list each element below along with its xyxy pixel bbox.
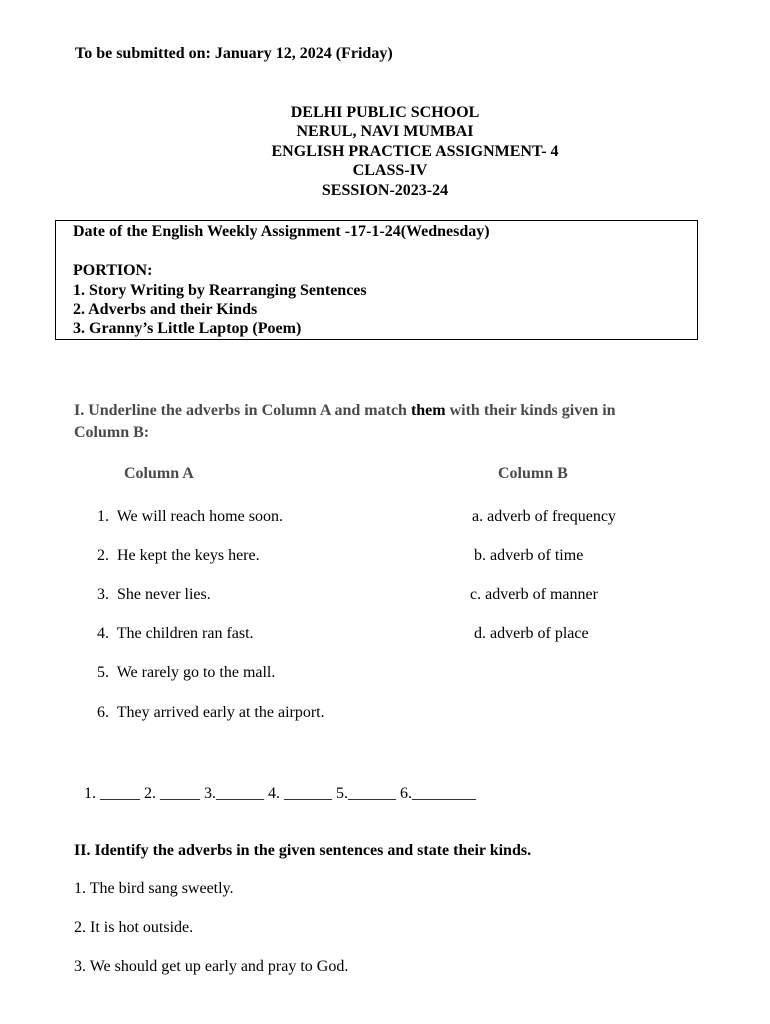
list-item: 3. She never lies. [97, 586, 211, 603]
column-a-header: Column A [124, 465, 194, 482]
list-item: 5. We rarely go to the mall. [97, 664, 276, 681]
answer-line: 1. _____ 2. _____ 3.______ 4. ______ 5.______ 6.________ [84, 785, 476, 802]
assignment-date: Date of the English Weekly Assignment -17-1-24(Wednesday) [73, 223, 490, 240]
portion-item: 2. Adverbs and their Kinds [73, 301, 258, 318]
list-item: d. adverb of place [474, 625, 589, 642]
section1-title-part1: I. Underline the adverbs in Column A and match [74, 402, 411, 419]
section1-title-them: them [410, 402, 446, 419]
list-item: 1. The bird sang sweetly. [74, 880, 234, 897]
list-item: 1. We will reach home soon. [97, 508, 283, 525]
column-b-header: Column B [498, 465, 568, 482]
list-item: 3. We should get up early and pray to God. [74, 958, 349, 975]
list-item: 2. He kept the keys here. [97, 547, 260, 564]
class-label: CLASS-IV [352, 162, 428, 179]
assignment-title: ENGLISH PRACTICE ASSIGNMENT- 4 [271, 143, 559, 160]
portion-item: 1. Story Writing by Rearranging Sentences [73, 282, 367, 299]
submission-date: To be submitted on: January 12, 2024 (Friday) [75, 45, 393, 62]
session-label: SESSION-2023-24 [321, 182, 449, 199]
portion-label: PORTION: [73, 262, 153, 279]
school-name: DELHI PUBLIC SCHOOL [290, 104, 480, 121]
section1-title-line2: Column B: [74, 424, 150, 441]
section1-title-part2: with their kinds given in [445, 402, 616, 419]
school-location: NERUL, NAVI MUMBAI [296, 123, 474, 140]
list-item: a. adverb of frequency [472, 508, 616, 525]
list-item: 2. It is hot outside. [74, 919, 194, 936]
list-item: b. adverb of time [474, 547, 584, 564]
list-item: c. adverb of manner [470, 586, 598, 603]
section2-title: II. Identify the adverbs in the given sentences and state their kinds. [74, 842, 532, 859]
portion-item: 3. Granny’s Little Laptop (Poem) [73, 320, 302, 337]
section1-title [74, 402, 616, 420]
list-item: 6. They arrived early at the airport. [97, 704, 325, 721]
list-item: 4. The children ran fast. [97, 625, 254, 642]
